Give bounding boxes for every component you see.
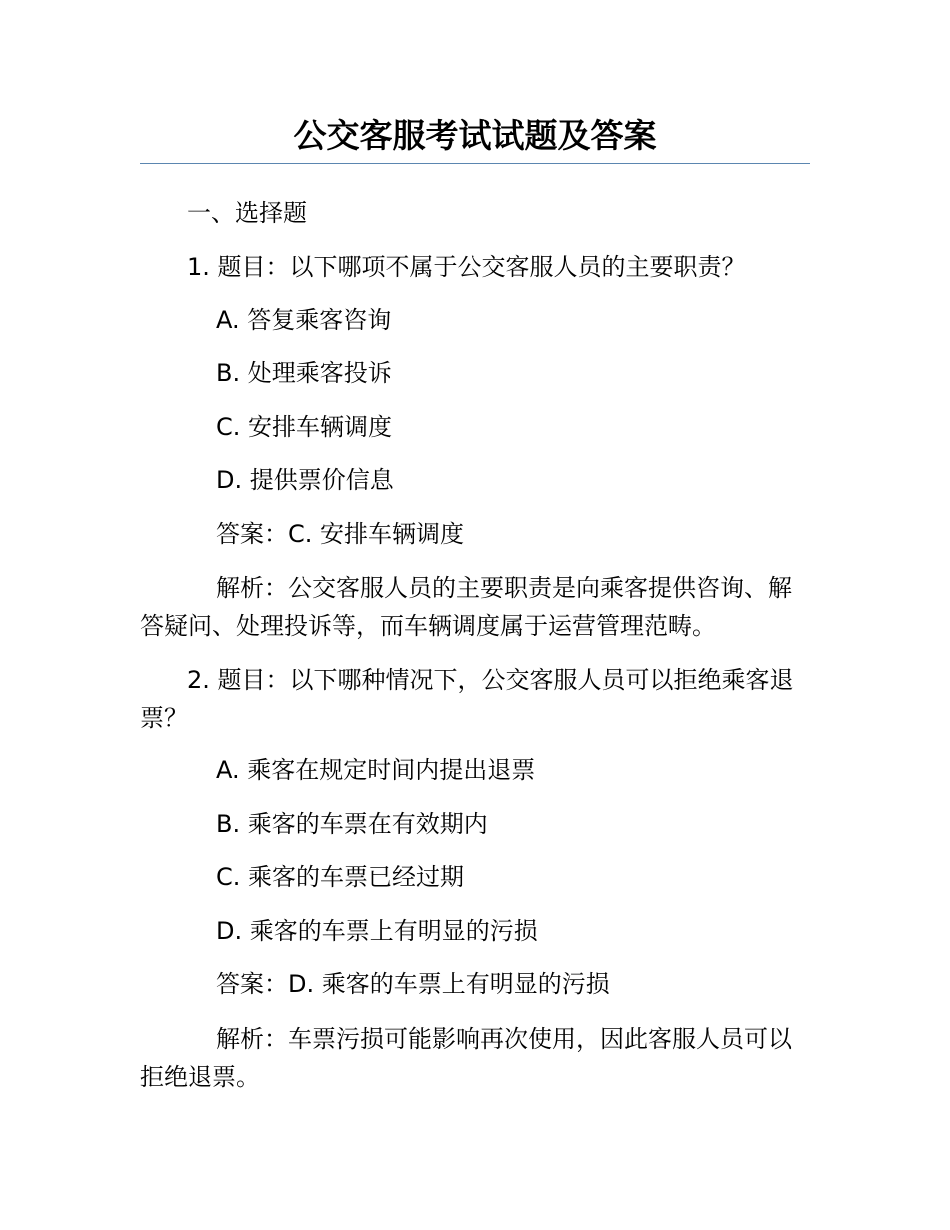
question-1-option-c: C. 安排车辆调度 — [216, 413, 393, 441]
question-1-prompt: 1. 题目：以下哪项不属于公交客服人员的主要职责？ — [187, 253, 746, 281]
question-1-answer: 答案：C. 安排车辆调度 — [216, 520, 465, 548]
question-2-option-a: A. 乘客在规定时间内提出退票 — [216, 756, 536, 784]
question-1-option-d: D. 提供票价信息 — [216, 466, 394, 494]
question-1-explanation: 解析：公交客服人员的主要职责是向乘客提供咨询、解答疑问、处理投诉等，而车辆调度属于运营管理范畴。 — [140, 574, 792, 640]
question-2-explanation: 解析：车票污损可能影响再次使用，因此客服人员可以拒绝退票。 — [140, 1025, 792, 1091]
section-heading: 一、选择题 — [187, 199, 307, 227]
question-2-option-c: C. 乘客的车票已经过期 — [216, 863, 465, 891]
question-1-option-b: B. 处理乘客投诉 — [216, 359, 392, 387]
question-2-option-b: B. 乘客的车票在有效期内 — [216, 810, 488, 838]
question-2-answer: 答案：D. 乘客的车票上有明显的污损 — [216, 970, 610, 998]
question-2-prompt: 2. 题目：以下哪种情况下，公交客服人员可以拒绝乘客退票？ — [140, 666, 794, 732]
question-1-option-a: A. 答复乘客咨询 — [216, 306, 392, 334]
title-underline — [140, 163, 810, 164]
question-2-option-d: D. 乘客的车票上有明显的污损 — [216, 917, 538, 945]
document-title: 公交客服考试试题及答案 — [293, 116, 657, 155]
